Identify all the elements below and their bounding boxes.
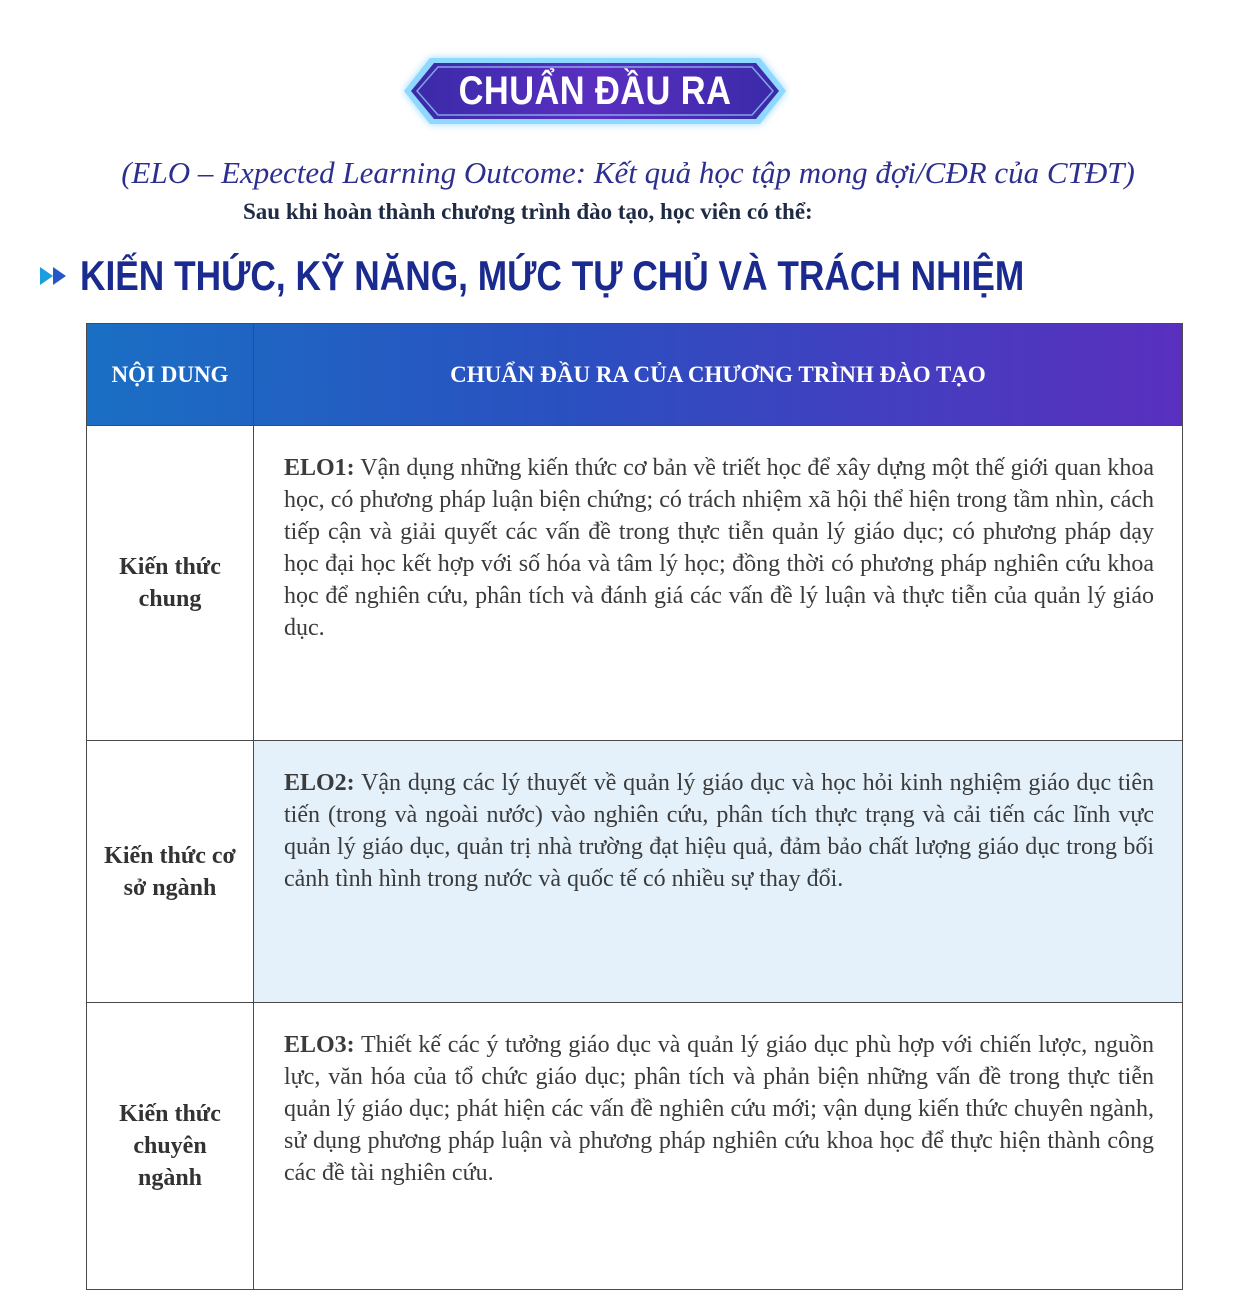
- table-row: [87, 1003, 1183, 1290]
- outcome-text: Vận dụng các lý thuyết về quản lý giáo dục và học hỏi kinh nghiệm giáo dục tiên tiến (trong và ngoài nước) vào nghiên cứu, phân tích thực trạng và cải tiến các lĩnh vực quản lý giáo dục, quản trị nhà trường đạt hiệu quả, đảm bảo chất lượng giáo dục trong bối cảnh tình hình trong nước và quốc tế có nhiều sự thay đổi.: [284, 770, 1154, 892]
- header-outcomes: CHUẨN ĐẦU RA CỦA CHƯƠNG TRÌNH ĐÀO TẠO: [254, 324, 1183, 426]
- outcome-code: ELO3:: [284, 1032, 355, 1058]
- table-row: [87, 426, 1183, 741]
- outcome-text: Vận dụng những kiến thức cơ bản về triết học để xây dựng một thế giới quan khoa học, có phương pháp luận biện chứng; có trách nhiệm xã hội thể hiện trong tầm nhìn, cách tiếp cận và giải quyết các vấn đề trong thực tiễn quản lý giáo dục; có phương pháp dạy học đại học kết hợp với số hóa và tâm lý học; đồng thời có phương pháp nghiên cứu khoa học để nghiên cứu, phân tích và đánh giá các vấn đề lý luận và thực tiễn của quản lý giáo dục.: [284, 455, 1154, 641]
- elo-definition: (ELO – Expected Learning Outcome: Kết quả học tập mong đợi/CĐR của CTĐT): [121, 155, 1135, 190]
- learning-outcomes-table: [86, 323, 1183, 1290]
- table-row: [87, 741, 1183, 1003]
- intro-text: Sau khi hoàn thành chương trình đào tạo, học viên có thể:: [243, 199, 813, 224]
- row-category: [87, 1003, 254, 1290]
- category-label: Kiến thức cơ sở ngành: [104, 842, 236, 901]
- row-category: [87, 741, 254, 1003]
- header-content: NỘI DUNG: [87, 324, 254, 426]
- page-title: CHUẨN ĐẦU RA: [458, 68, 732, 113]
- double-arrow-right-icon: [38, 265, 74, 287]
- table-header-row: [87, 324, 1183, 426]
- row-outcome: [254, 741, 1183, 1003]
- title-banner: [400, 50, 790, 132]
- outcome-code: ELO1:: [284, 455, 355, 481]
- section-title: KIẾN THỨC, KỸ NĂNG, MỨC TỰ CHỦ VÀ TRÁCH NHIỆM: [80, 252, 1025, 299]
- row-category: [87, 426, 254, 741]
- row-outcome: [254, 426, 1183, 741]
- category-label: Kiến thức chung: [119, 554, 221, 612]
- category-label: Kiến thức chuyên ngành: [119, 1101, 221, 1191]
- outcome-code: ELO2:: [284, 770, 355, 796]
- section-heading: [38, 248, 1204, 304]
- outcome-text: Thiết kế các ý tưởng giáo dục và quản lý giáo dục phù hợp với chiến lược, nguồn lực, văn hóa của tổ chức giáo dục; phân tích và phản biện những vấn đề trong thực tiễn quản lý giáo dục; phát hiện các vấn đề nghiên cứu mới; vận dụng kiến thức chuyên ngành, sử dụng phương pháp luận và phương pháp nghiên cứu khoa học để thực hiện thành công các đề tài nghiên cứu.: [284, 1032, 1154, 1186]
- row-outcome: [254, 1003, 1183, 1290]
